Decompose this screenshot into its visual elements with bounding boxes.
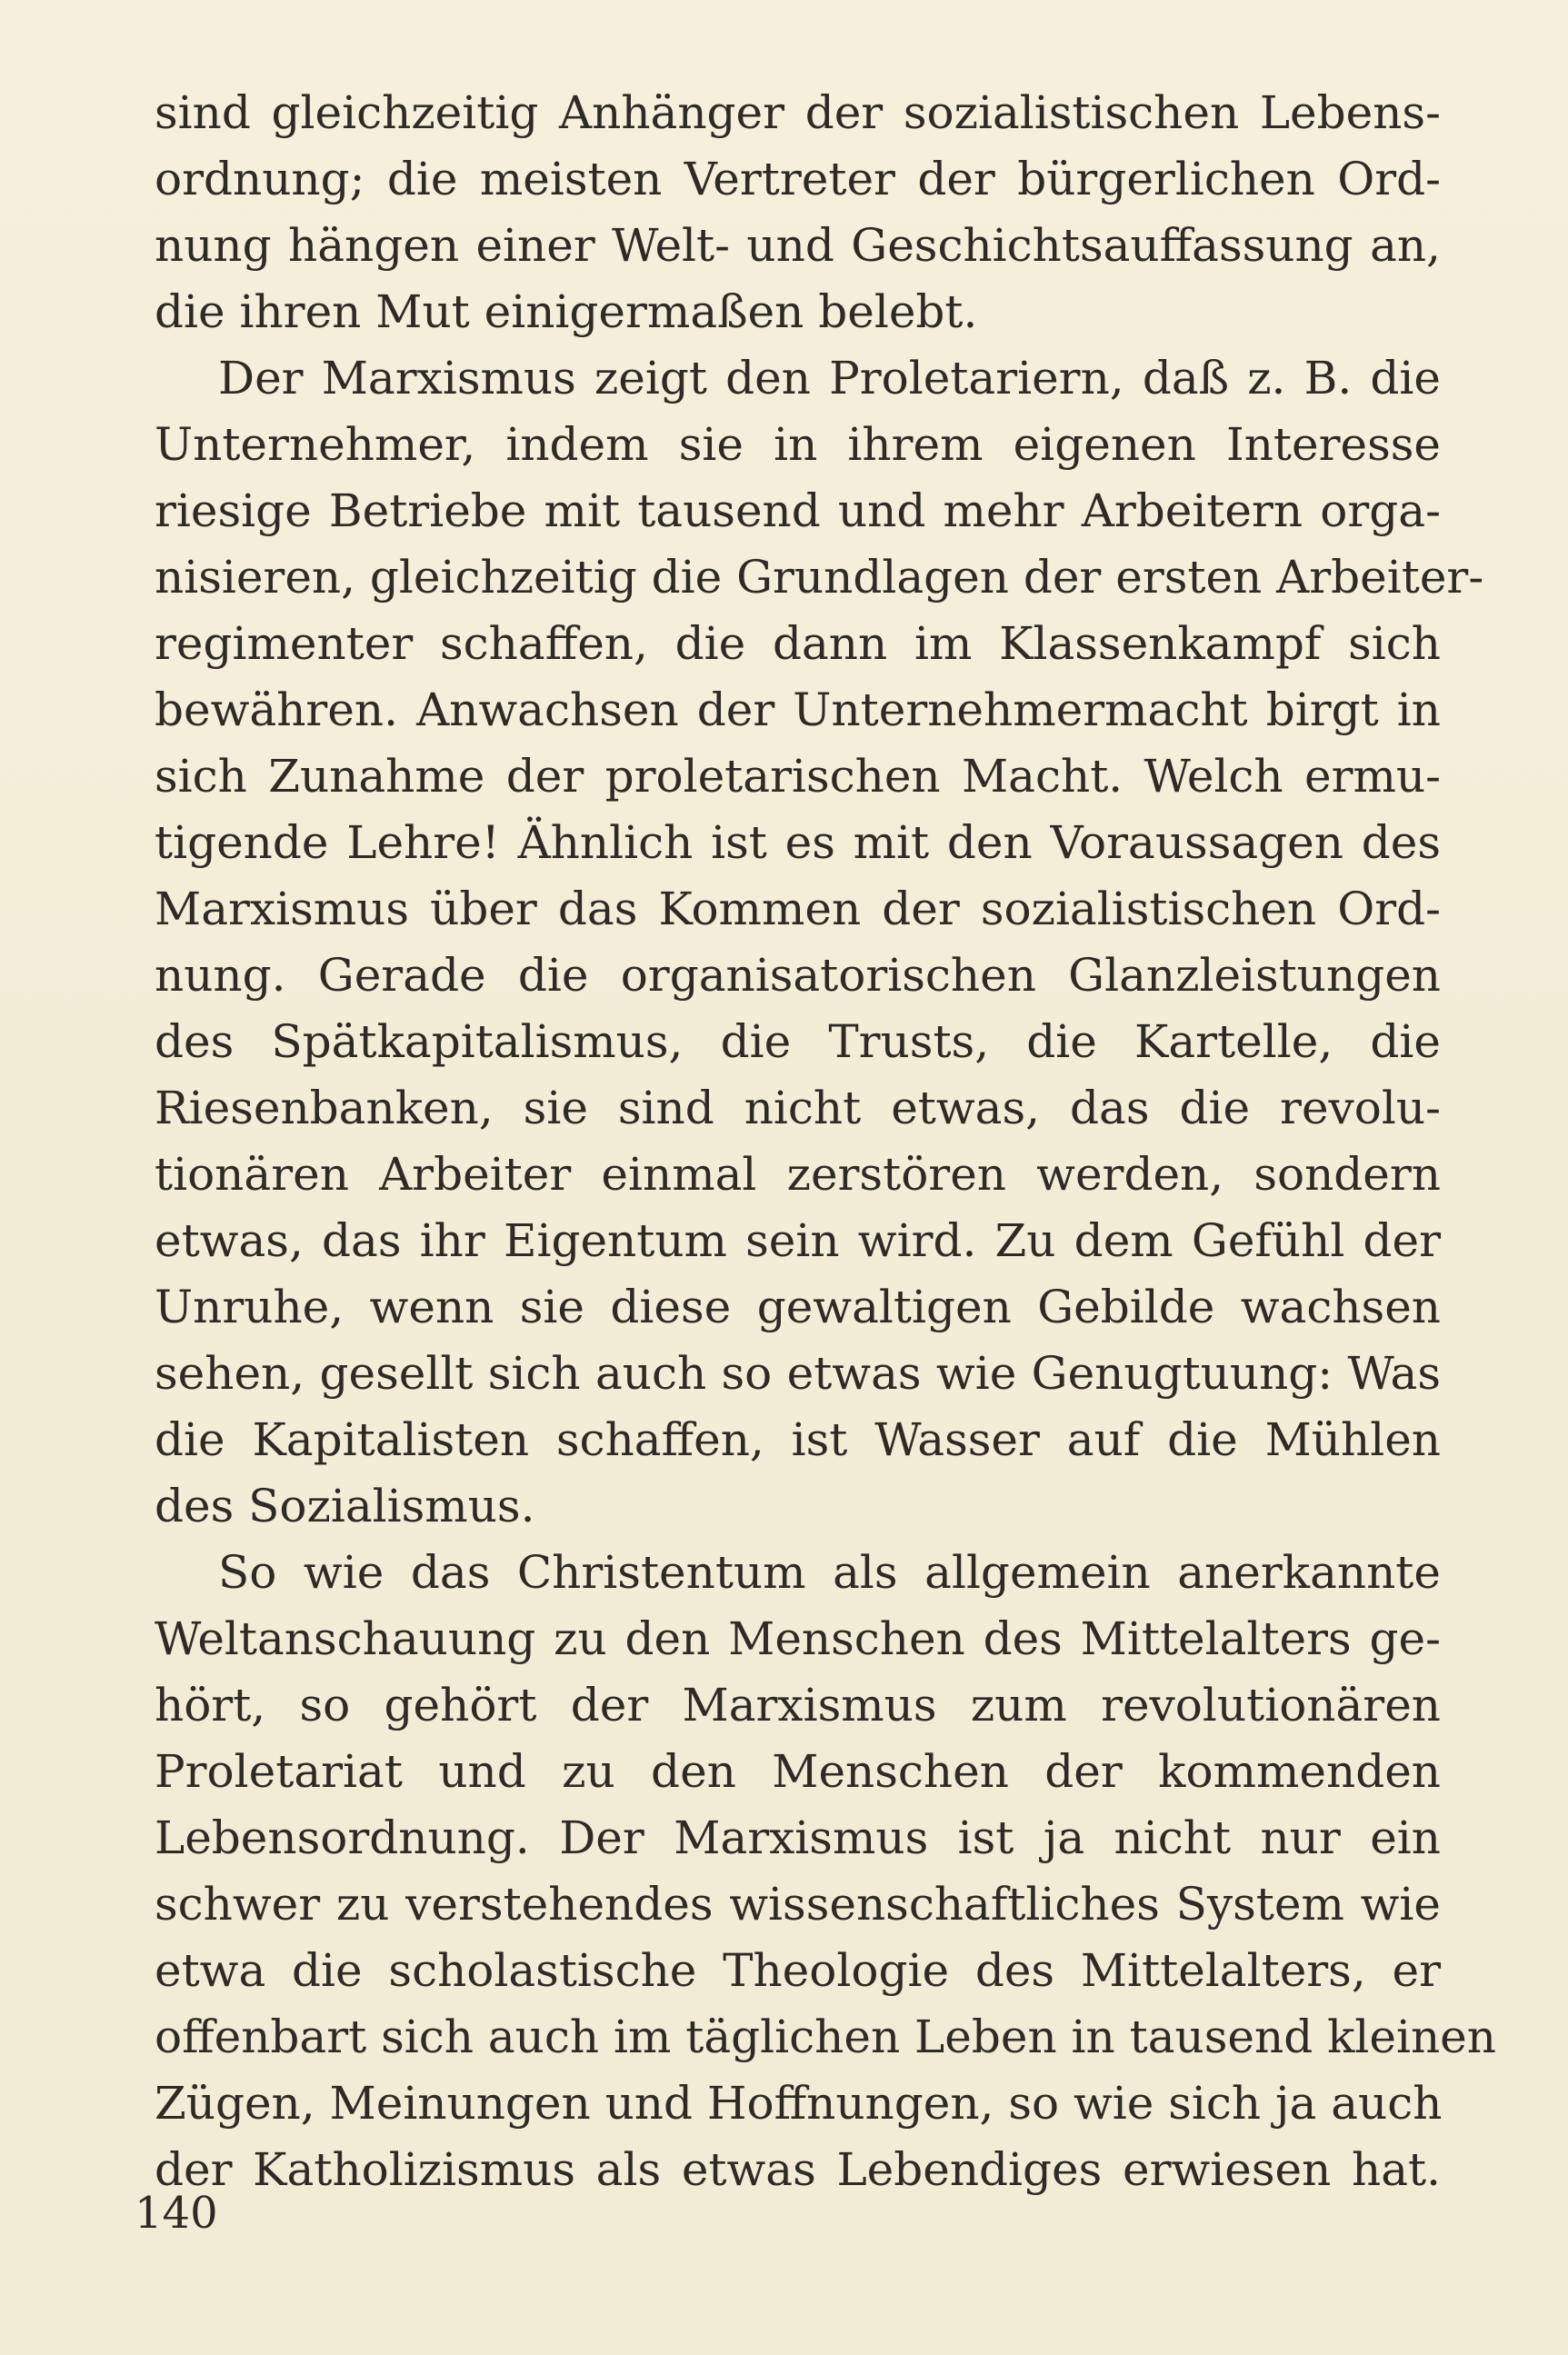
text-line: Der Marxismus zeigt den Proletariern, daß z. B. die [218, 352, 1441, 404]
text-line: offenbart sich auch im täglichen Leben in tausend kleinen [155, 2011, 1496, 2063]
text-line: Weltanschauung zu den Menschen des Mittelalters ge- [155, 1612, 1441, 1665]
text-line: Unruhe, wenn sie diese gewaltigen Gebilde wachsen [155, 1281, 1441, 1333]
text-line: sind gleichzeitig Anhänger der sozialistischen Lebens- [155, 86, 1441, 139]
text-line: nisieren, gleichzeitig die Grundlagen der ersten Arbeiter- [155, 551, 1484, 604]
text-line: etwas, das ihr Eigentum sein wird. Zu dem Gefühl der [155, 1214, 1441, 1267]
text-line: Unternehmer, indem sie in ihrem eigenen Interesse [155, 418, 1441, 471]
text-line: ordnung; die meisten Vertreter der bürgerlichen Ord- [155, 153, 1441, 205]
text-line: tigende Lehre! Ähnlich ist es mit den Voraussagen des [155, 816, 1441, 869]
text-line: nung hängen einer Welt- und Geschichtsauffassung an, [155, 219, 1441, 272]
page-number: 140 [135, 2188, 218, 2239]
text-line: sehen, gesellt sich auch so etwas wie Genugtuung: Was [155, 1347, 1441, 1400]
text-line: Lebensordnung. Der Marxismus ist ja nicht nur ein [155, 1811, 1441, 1864]
text-line: Marxismus über das Kommen der sozialistischen Ord- [155, 883, 1441, 935]
text-line: So wie das Christentum als allgemein anerkannte [218, 1546, 1441, 1599]
text-line: etwa die scholastische Theologie des Mittelalters, er [155, 1944, 1441, 1997]
text-line: Proletariat und zu den Menschen der kommenden [155, 1745, 1441, 1798]
text-line: hört, so gehört der Marxismus zum revolutionären [155, 1679, 1441, 1731]
text-line: Riesenbanken, sie sind nicht etwas, das die revolu- [155, 1082, 1441, 1134]
text-line: tionären Arbeiter einmal zerstören werden, sondern [155, 1148, 1441, 1201]
text-line: die Kapitalisten schaffen, ist Wasser auf die Mühlen [155, 1413, 1441, 1466]
text-line: regimenter schaffen, die dann im Klassenkampf sich [155, 617, 1441, 670]
body-text [155, 80, 1496, 2203]
text-line: sich Zunahme der proletarischen Macht. Welch ermu- [155, 750, 1441, 803]
text-line: des Spätkapitalismus, die Trusts, die Kartelle, die [155, 1015, 1441, 1068]
text-line: nung. Gerade die organisatorischen Glanzleistungen [155, 949, 1441, 1002]
text-line: riesige Betriebe mit tausend und mehr Arbeitern orga- [155, 484, 1441, 537]
text-line: die ihren Mut einigermaßen belebt. [155, 285, 978, 338]
text-line: Zügen, Meinungen und Hoffnungen, so wie sich ja auch [155, 2077, 1443, 2130]
text-line: der Katholizismus als etwas Lebendiges erwiesen hat. [155, 2143, 1441, 2196]
text-line: des Sozialismus. [155, 1480, 535, 1532]
text-line: bewähren. Anwachsen der Unternehmermacht birgt in [155, 684, 1441, 736]
text-line: schwer zu verstehendes wissenschaftliches System wie [155, 1878, 1441, 1931]
